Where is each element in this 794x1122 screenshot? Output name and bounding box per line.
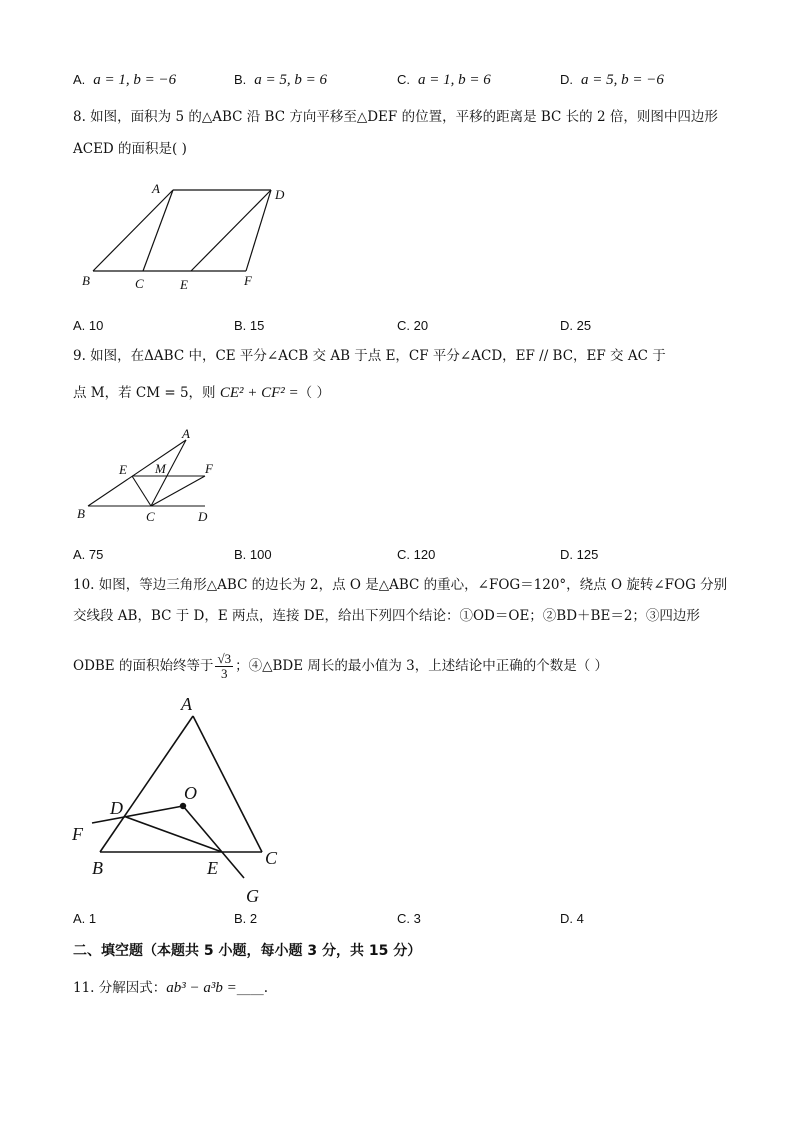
q9-label-e: E <box>119 462 127 477</box>
q8-option-a[interactable]: A. 10 <box>73 318 104 333</box>
q8-option-b[interactable]: B. 15 <box>234 318 265 333</box>
q8-text-line2: ACED 的面积是( ) <box>73 141 187 157</box>
q10-text-line2: 交线段 AB，BC 于 D，E 两点，连接 DE，给出下列四个结论：①OD＝OE；②BD＋BE＝2；③四边形 <box>73 608 700 624</box>
q10-text-line1: 10. 如图，等边三角形△ABC 的边长为 2，点 O 是△ABC 的重心，∠FOG＝120°，绕点 O 旋转∠FOG 分别 <box>73 577 728 593</box>
q7-option-d-math: a = 5, b = −6 <box>581 72 664 88</box>
q8-label-b: B <box>82 273 90 288</box>
q9-line2-prefix: 点 M，若 CM = 5，则 <box>73 385 220 401</box>
q7-option-b-label: B. <box>234 72 247 87</box>
q10-label-g: G <box>246 886 259 906</box>
q8-text-line1: 8. 如图，面积为 5 的△ABC 沿 BC 方向平移至△DEF 的位置，平移的距离是 BC 长的 2 倍，则图中四边形 <box>73 109 718 125</box>
q10-fraction-numerator: √3 <box>217 651 232 666</box>
q9-label-a: A <box>182 426 190 441</box>
q7-option-a-math: a = 1, b = −6 <box>93 72 177 88</box>
section-2-title: 二、填空题（本题共 5 小题，每小题 3 分，共 15 分） <box>73 943 422 959</box>
q10-centroid-point <box>180 803 186 809</box>
q9-label-m: M <box>155 461 166 476</box>
q10-option-b[interactable]: B. 2 <box>234 911 258 926</box>
q8-label-c: C <box>135 276 144 291</box>
q7-option-a-label: A. <box>73 72 86 87</box>
q8-label-a: A <box>152 181 160 196</box>
q10-option-d[interactable]: D. 4 <box>560 911 584 926</box>
q10-label-f: F <box>72 824 83 844</box>
q8-label-d: D <box>275 187 285 202</box>
q8-label-f: F <box>244 273 252 288</box>
q7-option-b-math: a = 5, b = 6 <box>254 72 328 88</box>
q9-text-line1: 9. 如图，在ΔABC 中，CE 平分∠ACB 交 AB 于点 E，CF 平分∠ACD，EF // BC，EF 交 AC 于 <box>73 348 666 364</box>
q8-label-e: E <box>180 277 188 292</box>
q10-line3-suffix: ；④△BDE 周长的最小值为 3，上述结论中正确的个数是（ ） <box>235 658 609 674</box>
q9-option-d[interactable]: D. 125 <box>560 547 599 562</box>
q10-label-c: C <box>265 848 278 868</box>
q9-option-a[interactable]: A. 75 <box>73 547 104 562</box>
q10-option-a[interactable]: A. 1 <box>73 911 97 926</box>
q10-label-b: B <box>92 858 103 878</box>
q8-option-c[interactable]: C. 20 <box>397 318 429 333</box>
q10-label-d: D <box>110 798 123 818</box>
q10-fraction-denominator: 3 <box>221 666 228 681</box>
q10-option-c[interactable]: C. 3 <box>397 911 421 926</box>
q11-math: ab³ − a³b = <box>166 980 237 996</box>
q9-option-b[interactable]: B. 100 <box>234 547 272 562</box>
q9-option-c[interactable]: C. 120 <box>397 547 436 562</box>
q10-label-a: A <box>181 694 192 714</box>
q9-label-b: B <box>77 506 85 521</box>
q10-line3-prefix: ODBE 的面积始终等于 <box>73 658 214 674</box>
q9-label-d: D <box>198 509 208 524</box>
q11-prefix: 11. 分解因式： <box>73 980 167 996</box>
q7-option-c-label: C. <box>397 72 410 87</box>
q9-label-f: F <box>205 461 213 476</box>
q10-label-e: E <box>207 858 218 878</box>
q11-answer-blank[interactable]: ____. <box>236 980 269 996</box>
q9-label-c: C <box>146 509 155 524</box>
q7-option-d-label: D. <box>560 72 573 87</box>
q11-text <box>73 977 268 999</box>
q9-line2-math: CE² + CF² = <box>219 385 299 401</box>
q10-label-o: O <box>184 783 197 803</box>
q8-option-d[interactable]: D. 25 <box>560 318 592 333</box>
q7-option-c-math: a = 1, b = 6 <box>418 72 491 88</box>
q9-line2-suffix: （ ） <box>298 385 330 401</box>
